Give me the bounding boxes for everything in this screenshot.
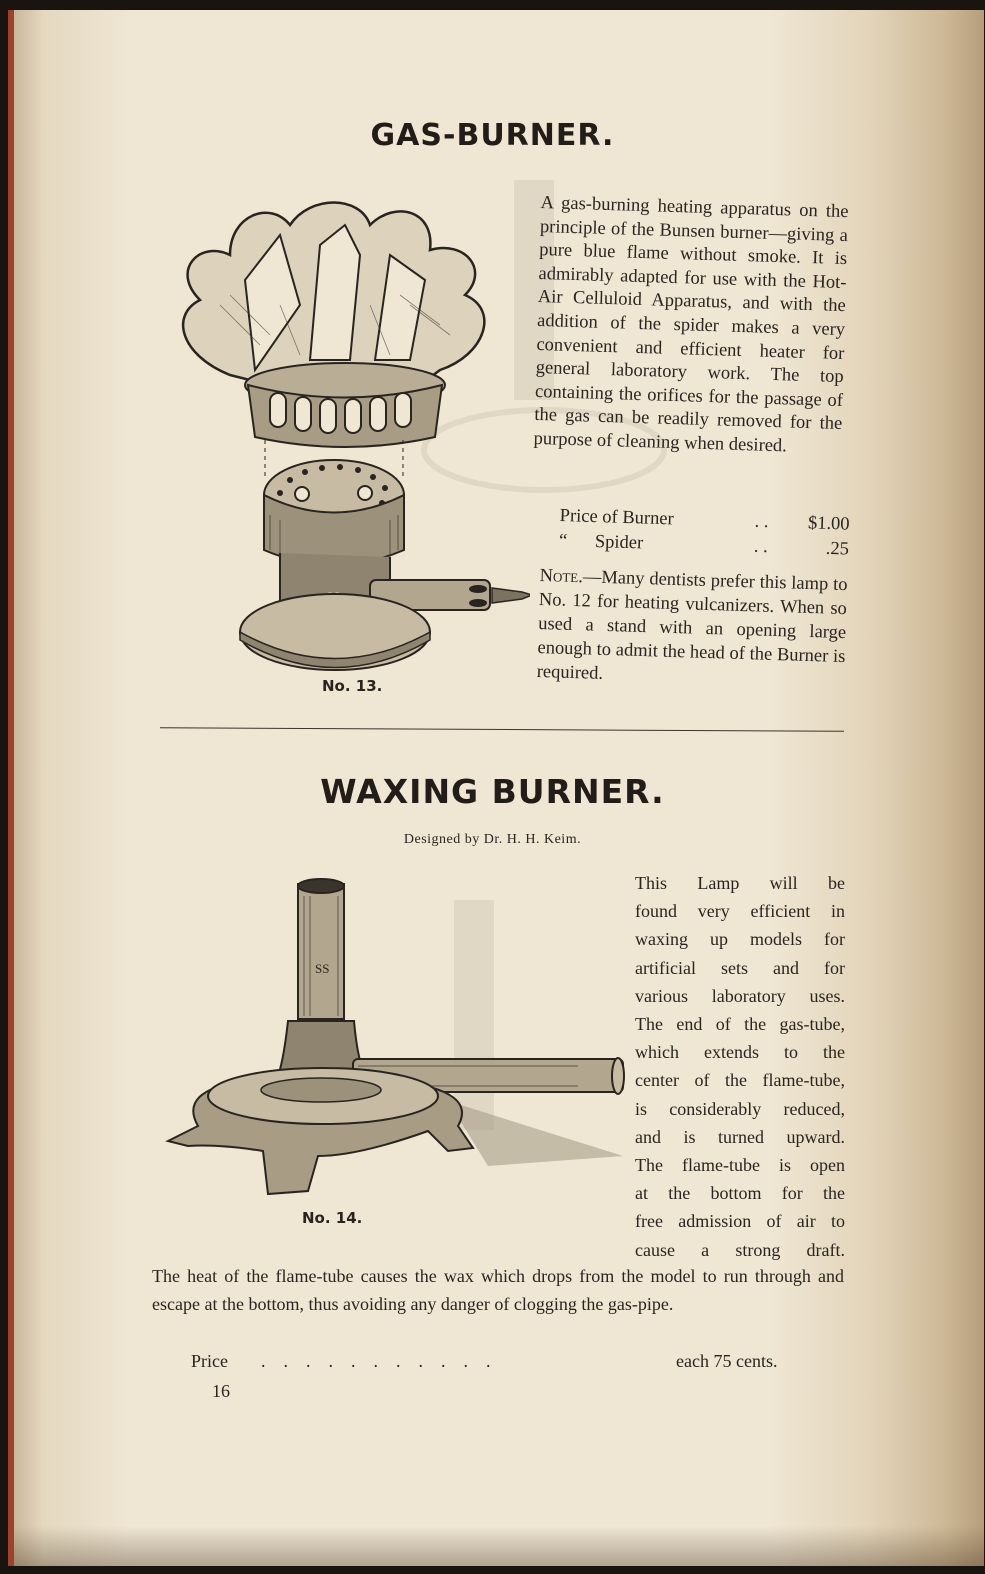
price-value: $1.00 [807,513,850,535]
description-line: artificial sets and for [635,957,845,978]
description-line: This Lamp will be [635,873,845,893]
note-heading: Note. [539,565,584,588]
description-line: center of the flame-tube, [635,1070,845,1091]
price-leader: ........... [261,1351,509,1371]
price-label: “ Spider [558,530,644,554]
description-line: is considerably reduced, [635,1098,845,1119]
description-line: at the bottom for the [635,1183,845,1204]
figure-caption-14: No. 14. [302,1209,363,1227]
figure-caption-13: No. 13. [322,677,383,695]
note-text: —Many dentists prefer this lamp to No. 12 for heating vulcanizers. When so used a stand with an opening large enough to admit the head of the Burner is required. [536,567,848,684]
description-line: waxing up models for [635,929,845,950]
waxing-burner-description [635,869,845,1264]
gas-burner-price-list [559,506,850,565]
description-line: The end of the gas-tube, [635,1014,845,1035]
description-line: free admission of air to [635,1211,845,1232]
svg-text:SS: SS [315,961,330,976]
gas-burner-title: GAS-BURNER. [370,118,615,153]
description-line: which extends to the [635,1042,845,1063]
waxing-burner-price [191,1351,821,1372]
gas-burner-note [536,564,847,693]
description-line: cause a strong draft. [635,1239,845,1260]
price-value: each 75 cents. [676,1351,778,1371]
page-shadow [14,1526,984,1566]
gas-burner-illustration [160,185,530,685]
waxing-burner-title: WAXING BURNER. [320,772,665,811]
price-value: .25 [825,538,850,560]
description-line: found very efficient in [635,901,845,922]
price-label: Price [191,1351,228,1371]
price-leader: . . [754,511,769,533]
page-number: 16 [212,1381,230,1401]
description-line: various laboratory uses. [635,985,845,1006]
description-line: The flame-tube is open [635,1155,845,1176]
designer-credit: Designed by Dr. H. H. Keim. [403,832,582,847]
waxing-burner-continuation: The heat of the flame-tube causes the wax which drops from the model to run through and escape at the bottom, thus avoiding any danger of clogging the gas-pipe. [152,1266,844,1314]
description-line: and is turned upward. [635,1126,845,1147]
price-label: Price of Burner [559,506,674,530]
waxing-burner-illustration [158,876,628,1211]
gas-burner-description: A gas-burning heating apparatus on the principle of the Bunsen burner—giving a pure blue flame without smoke. It is admirably adapted for use with the Hot-Air Celluloid Apparatus, and with the addition of the spider makes a very convenient and efficient heater for general laboratory work. The top containing the orifices for the passage of the gas can be readily removed for the purpose of cleaning when desired. [533,192,849,457]
price-leader: . . [753,536,769,558]
